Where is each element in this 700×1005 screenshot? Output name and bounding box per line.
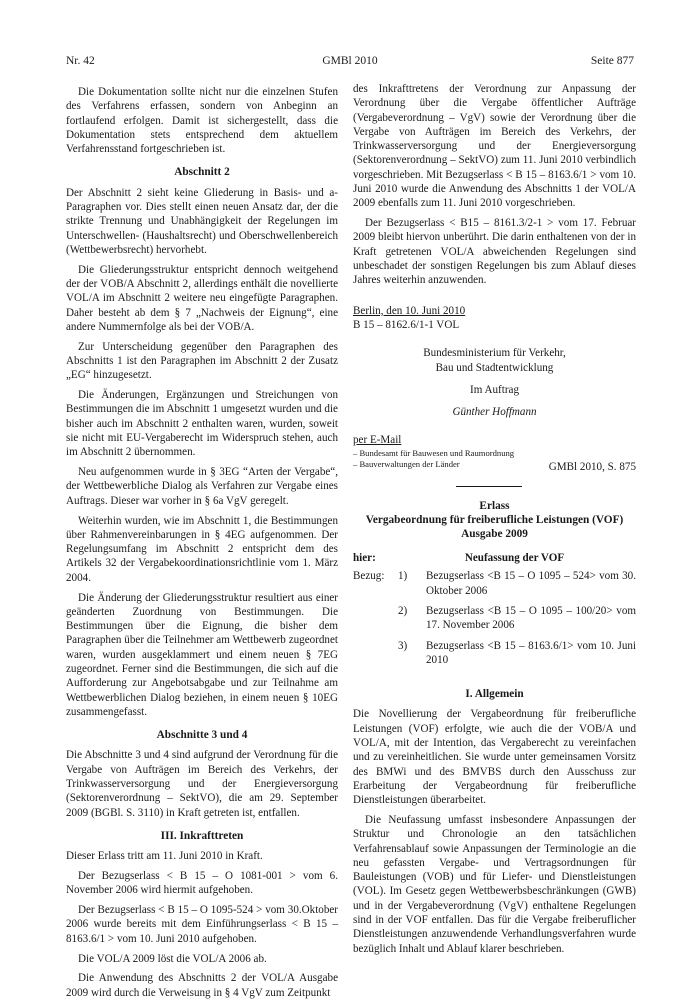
issue-number: Nr. 42 bbox=[66, 55, 95, 67]
delivery-method: per E-Mail bbox=[353, 434, 402, 447]
paragraph: Weiterhin wurden, wie im Abschnitt 1, die Bestimmungen über Rahmenvereinbarungen in § 4EG aufgenommen. Der Regelungsumfang im Abschnitt 2 entspricht dem des Artikels 32 der Vergabekoordinationsrichtlinie vom 1. März 2004. bbox=[66, 514, 338, 584]
section-heading: I. Allgemein bbox=[465, 688, 524, 701]
reference-text: Bezugserlass <B 15 – 8163.6/1> vom 10. Juni 2010 bbox=[426, 639, 636, 666]
decree-edition: Ausgabe 2009 bbox=[461, 528, 528, 541]
reference-text: Bezugserlass <B 15 – O 1095 – 524> vom 30. Oktober 2006 bbox=[426, 570, 636, 597]
paragraph: Der Abschnitt 2 sieht keine Gliederung in Basis- und a-Paragraphen vor. Dies stellt einen neuen Ansatz dar, der die strikte Trennung und Unabhängigkeit der Regelungen im Unterschwellen- (Haushaltsrecht) und Oberschwellenbereich (Wettbewerbsrecht) hervorhebt. bbox=[66, 186, 338, 256]
paragraph: Der Bezugserlass < B15 – 8161.3/2-1 > vom 17. Februar 2009 bleibt hiervon unberührt. Die darin enthaltenen von der in Kraft getretenen VOL/A abweichenden Regelungen sind unbeschadet der sonstigen Regelungen bis zum Ablauf dieses Jahres weiterhin anzuwenden. bbox=[353, 217, 636, 287]
section-heading: Abschnitt 2 bbox=[174, 166, 230, 179]
reference-list bbox=[353, 569, 636, 673]
decree-title-line: Vergabeordnung für freiberufliche Leistungen (VOF) bbox=[365, 514, 624, 527]
im-auftrag: Im Auftrag bbox=[470, 383, 519, 396]
reference-number: 1) bbox=[398, 570, 408, 583]
place-date: Berlin, den 10. Juni 2010 bbox=[353, 304, 466, 317]
paragraph: Die Änderung der Gliederungsstruktur resultiert aus einer geänderten Zuordnung von Bestimmungen. Die Bestimmungen über die Eignung, die bisher dem Paragraphen über die Teilnehmer am Wettbewerb zugeordnet waren, wurden ausgeklammert und einem neuen § 7EG zugeordnet. Ferner sind die Bestimmungen, die sich auf die Aufforderung zur Angebotsabgabe und zur Teilnahme am Wettbewerblichen Dialog beziehen, in einem neuen § 10EG zusammengefasst. bbox=[66, 591, 338, 718]
subject-value: Neufassung der VOF bbox=[464, 552, 565, 565]
divider bbox=[456, 486, 522, 487]
left-column bbox=[66, 85, 338, 1005]
paragraph: des Inkrafttretens der Verordnung zur Anpassung der Verordnung über die Vergabe öffentlicher Aufträge (Vergabeverordnung – VgV) sowie der Verordnung über die Vergabe von Aufträgen im Bereich des Verkehrs, der Trinkwasserversorgung und der Energieversorgung (Sektorenverordnung – SektVO) zum 11. Juni 2010 verbindlich vorgeschrieben. Mit Bezugserlass < B 15 – 8163.6/1 > vom 10. Juni 2010 wurde die Anwendung des Abschnitts 1 der VOL/A 2009 ebenfalls zum 11. Juni 2010 vorgeschrieben. bbox=[353, 83, 636, 210]
signatory-name: Günther Hoffmann bbox=[452, 406, 537, 419]
paragraph: Die Änderungen, Ergänzungen und Streichungen von Bestimmungen die im Abschnitt 1 umgesetzt wurden und die bisher auch im Abschnitt 2 enthalten waren, wurden, soweit sie nicht mit EU-Vergaberecht im Widerspruch stehen, auch im Abschnitt 2 übernommen. bbox=[66, 389, 338, 459]
reference-label: Bezug: bbox=[353, 570, 385, 583]
subject-row bbox=[353, 551, 636, 565]
paragraph: Die Abschnitte 3 und 4 sind aufgrund der Verordnung für die Vergabe von Aufträgen im Bereich des Verkehrs, der Trinkwasserversorgung und der Energieversorgung (Sektorenverordnung – SektVO), die am 29. September 2009 (BGBl. S. 3110) in Kraft getreten ist, entfallen. bbox=[66, 749, 338, 819]
paragraph: Der Bezugserlass < B 15 – O 1095-524 > vom 30.Oktober 2006 wurde bereits mit dem Einführungserlass < B 15 – 8163.6/1 > vom 10. Juni 2010 aufgehoben. bbox=[66, 904, 338, 945]
paragraph: Die Novellierung der Vergabeordnung für freiberufliche Leistungen (VOF) erfolgte, wie auch die der VOB/A und VOL/A, mit der Intention, das Vergaberecht zu vereinfachen und zu vereinheitlichen. Sie wurde unter gemeinsamen Vorsitz des BMWi und des BMVBS durch den Ausschuss zur Erarbeitung der Vergabeordnung für freiberufliche Dienstleistungen überarbeitet. bbox=[353, 708, 636, 807]
journal-name: GMBl 2010 bbox=[322, 55, 378, 67]
paragraph: Die Anwendung des Abschnitts 2 der VOL/A Ausgabe 2009 wird durch die Verweisung in § 4 VgV zum Zeitpunkt bbox=[66, 972, 338, 999]
citation: GMBl 2010, S. 875 bbox=[548, 460, 636, 473]
section-heading: III. Inkrafttreten bbox=[160, 829, 244, 842]
decree-title bbox=[353, 499, 636, 541]
paragraph: Die Dokumentation sollte nicht nur die einzelnen Stufen des Verfahrens erfassen, sondern von Anbeginn an fortlaufend erfolgen. Damit ist sichergestellt, dass die Dokumentation stets entsprechend dem aktuellem Verfahrensstand fortgeschrieben ist. bbox=[66, 86, 338, 156]
paragraph: Die Gliederungsstruktur entspricht dennoch weitgehend der der VOB/A Abschnitt 2, allerdings enthält die novellierte VOL/A im Abschnitt 2 weitere neu eingefügte Paragraphen. Daher besteht ab dem § 7 „Nachweis der Eignung“, eine andere Nummernfolge als bei der VOB/A. bbox=[66, 263, 338, 333]
reference-number: 3) bbox=[398, 639, 408, 652]
paragraph: Zur Unterscheidung gegenüber den Paragraphen des Abschnitts 1 ist den Paragraphen im Abschnitt 2 der Zusatz „EG“ hinzugesetzt. bbox=[66, 340, 338, 382]
reference-item bbox=[398, 639, 636, 668]
paragraph: Neu aufgenommen wurde in § 3EG “Arten der Vergabe“, der Wettbewerbliche Dialog als Verfahren zur Vergabe eines Auftrags. Dieser war vorher in § 6a VgV geregelt. bbox=[66, 466, 338, 507]
paragraph: Die Neufassung umfasst insbesondere Anpassungen der Struktur und Chronologie an den tatsächlichen Verfahrensablauf sowie Anpassungen der Terminologie an die neu gefassten Vergabe- und Vertragsordnungen für Bauleistungen (VOB) und für Liefer- und Dienstleistungen (VOL). Im Gesetz gegen Wettbewerbsbeschränkungen (GWB) und in der Vergabeverordnung (VgV) enthaltene Regelungen sind in der VOF entfallen. Das für die Vergabe freiberuflicher Dienstleistungen anzuwendende Verhandlungsverfahren wurde bezüglich Inhalt und Ablauf klarer beschrieben. bbox=[353, 813, 636, 955]
paragraph: Die VOL/A 2009 löst die VOL/A 2006 ab. bbox=[78, 952, 267, 965]
section-heading: Abschnitte 3 und 4 bbox=[156, 729, 248, 742]
reference-item bbox=[398, 604, 636, 633]
ministry-name-1: Bundesministerium für Verkehr, bbox=[423, 347, 566, 360]
recipient: – Bundesamt für Bauwesen und Raumordnung bbox=[353, 447, 515, 458]
reference-item bbox=[398, 569, 636, 598]
right-column bbox=[353, 82, 636, 961]
reference-text: Bezugserlass <B 15 – O 1095 – 100/20> vom 17. November 2006 bbox=[426, 604, 636, 632]
recipient: – Bauverwaltungen der Länder bbox=[353, 458, 460, 469]
reference-number: 2) bbox=[398, 604, 408, 617]
paragraph: Dieser Erlass tritt am 11. Juni 2010 in Kraft. bbox=[66, 850, 263, 863]
file-reference: B 15 – 8162.6/1-1 VOL bbox=[353, 318, 460, 331]
signature-block bbox=[353, 304, 636, 474]
paragraph: Der Bezugserlass < B 15 – O 1081-001 > vom 6. November 2006 wird hiermit aufgehoben. bbox=[66, 870, 338, 897]
ministry-name-2: Bau und Stadtentwicklung bbox=[435, 361, 554, 374]
page-number: Seite 877 bbox=[590, 55, 634, 67]
decree-label: Erlass bbox=[479, 500, 510, 513]
subject-label: hier: bbox=[353, 552, 376, 565]
